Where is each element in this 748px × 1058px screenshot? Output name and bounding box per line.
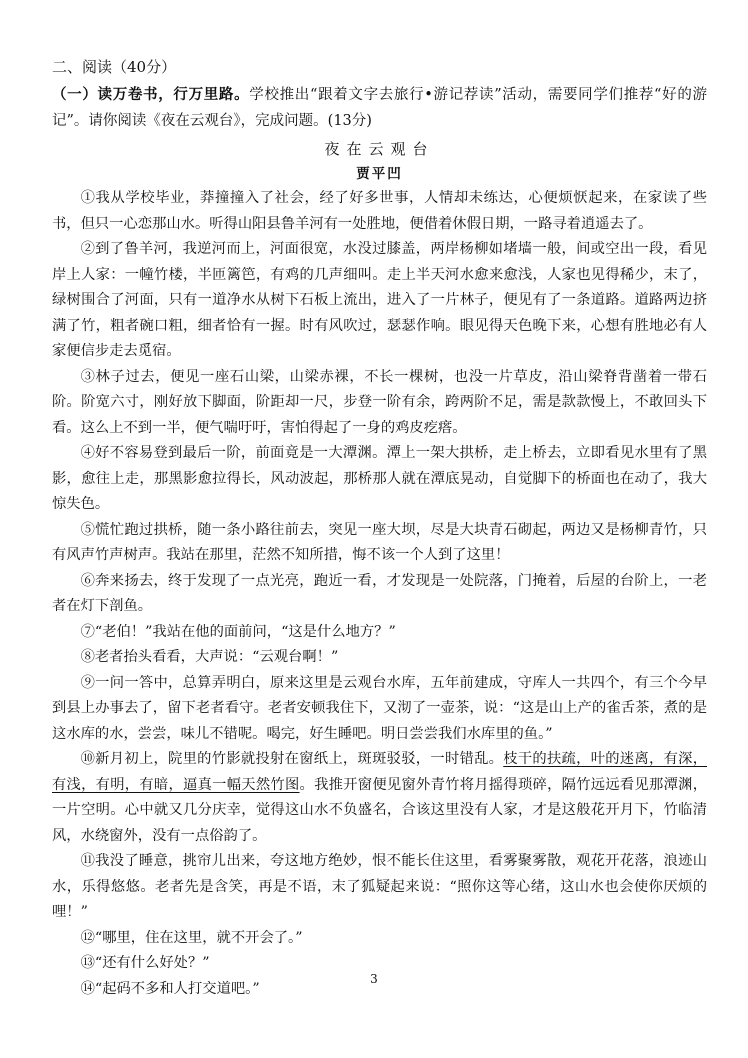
paragraph-text: ⑬“还有什么好处？” [80,955,210,971]
article-paragraph [52,645,707,671]
article-paragraph [52,671,707,748]
paragraph-text: 。我推开窗便见窗外青竹将月摇得琐碎，隔竹远远看见那潭渊，一片空明。心中就又几分庆幸，觉得这山水不负盛名，合该这里没有人家，才是这般花开月下，竹临清风，水绕窗外，没有一点俗韵了。 [52,776,707,844]
paragraph-text: ⑭“起码不多和人打交道吧。” [80,980,260,997]
paragraph-text: ⑪我没了睡意，挑帘儿出来，夸这地方绝妙，恨不能长住这里，看雾聚雾散，观花开花落，浪迹山水，乐得悠悠。老者先是含笑，再是不语，末了狐疑起来说：“照你这等心绪，这山水也会使你厌烦的哩！” [52,853,707,920]
section-heading: 二、阅读（40分） [52,58,177,76]
article-paragraph [52,747,707,849]
paragraph-text: ⑥奔来扬去，终于发现了一点光亮，跑近一看，才发现是一处院落，门掩着，后屋的台阶上，一老者在灯下剖鱼。 [52,572,707,614]
article-paragraph [52,365,707,442]
page-number: 3 [370,972,378,986]
intro-label: （一）读万卷书，行万里路。 [52,86,250,103]
article-paragraph [52,926,707,952]
article-title: 夜在云观台 [324,140,435,158]
article-paragraph [52,441,707,518]
document-page [52,54,707,1002]
paragraph-text: ③林子过去，便见一座石山梁，山梁赤裸，不长一棵树，也没一片草皮，沿山梁脊背凿着一带石阶。阶宽六寸，刚好放下脚面，阶距却一尺，步登一阶有余，跨两阶不足，需是款款慢上，不敢回头下看。这么上不到一半，便气喘吁吁，害怕得起了一身的鸡皮疙瘩。 [52,368,707,436]
article-paragraph [52,849,707,926]
article-paragraph [52,518,707,569]
article-paragraph [52,569,707,620]
underlined-sentence: 枝干的扶疏，叶的迷离，有深，有浅，有明，有暗，逼真一幅天然竹图 [52,751,708,793]
paragraph-text: ⑩新月初上，院里的竹影就投射在窗纸上，斑斑驳驳，一时错乱。 [80,751,504,767]
paragraph-text: ⑧老者抬头看看，大声说：“云观台啊！” [80,649,339,665]
paragraph-text: ⑨一问一答中，总算弄明白，原来这里是云观台水库，五年前建成，守库人一共四个，有三个今早到县上办事去了，留下老者看守。老者安顿我住下，又沏了一壶茶，说：“这是山上产的雀舌茶，煮的是这水库的水，尝尝，味儿不错呢。喝完，好生睡吧。明日尝尝我们水库里的鱼。” [52,674,707,742]
paragraph-text: ⑦“老伯！”我站在他的面前问，“这是什么地方？” [80,623,396,640]
paragraph-text: ④好不容易登到最后一阶，前面竟是一大潭渊。潭上一架大拱桥，走上桥去，立即看见水里有了黑影，愈往上走，那黑影愈拉得长，风动波起，那桥那人就在潭底晃动，自觉脚下的桥面也在动了，我大惊失色。 [52,445,707,512]
article-paragraph [52,186,707,237]
paragraph-text: ①我从学校毕业，莽撞撞入了社会，经了好多世事，人情却未练达，心便烦恹起来，在家读了些书，但只一心恋那山水。听得山阳县鲁羊河有一处胜地，便借着休假日期，一路寻着逍遥去了。 [52,190,707,232]
paragraph-text: ⑫“哪里，住在这里，就不开会了。” [80,929,303,946]
article-paragraph [52,237,707,365]
article-body [52,186,707,1002]
intro-text: 学校推出“跟着文字去旅行•游记荐读”活动，需要同学们推荐“好的游记”。请你阅读《夜在云观台》，完成问题。(13分) [52,87,707,129]
article-paragraph [52,620,707,646]
paragraph-text: ②到了鲁羊河，我逆河而上，河面很宽，水没过膝盖，两岸杨柳如堵墙一般，间或空出一段，看见岸上人家：一幢竹楼，半匝篱笆，有鸡的几声细叫。走上半天河水愈来愈浅，人家也见得稀少，末了，绿树围合了河面，只有一道净水从树下石板上流出，进入了一片林子，便见有了一条道路。道路两边挤满了竹，粗者碗口粗，细者恰有一握。时有风吹过，瑟瑟作响。眼见得天色晚下来，心想有胜地必有人家便信步走去觅宿。 [52,241,707,359]
reading-intro [52,82,707,134]
article-author: 贾平凹 [356,166,403,182]
paragraph-text: ⑤慌忙跑过拱桥，随一条小路往前去，突见一座大坝，尽是大块青石砌起，两边又是杨柳青竹，只有风声竹声树声。我站在那里，茫然不知所措，悔不该一个人到了这里！ [52,521,707,563]
